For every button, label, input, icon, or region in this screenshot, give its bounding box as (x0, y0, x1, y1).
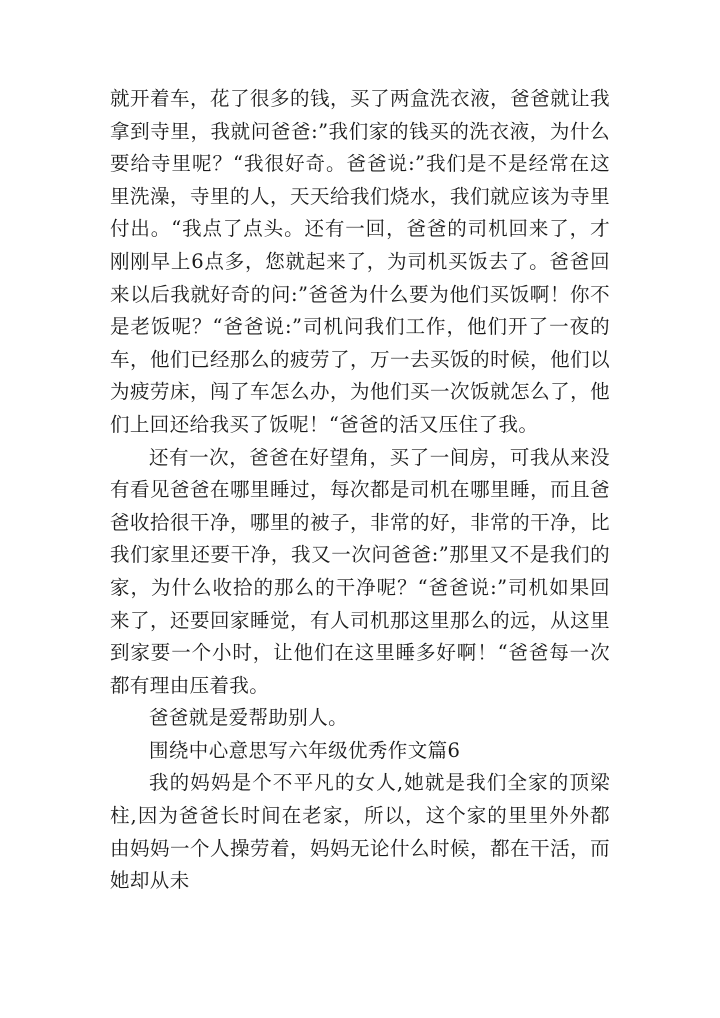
paragraph-2: 还有一次，爸爸在好望角，买了一间房，可我从来没有看见爸爸在哪里睡过，每次都是司机在哪里睡，而且爸爸收拾很干净，哪里的被子，非常的好，非常的干净，比我们家里还要干净，我又一次问爸爸:”那里又不是我们的家，为什么收拾的那么的干净呢？“爸爸说:”司机如果回来了，还要回家睡觉，有人司机那这里那么的远，从这里到家要一个小时，让他们在这里睡多好啊！“爸爸每一次都有理由压着我。 (110, 445, 610, 697)
document-body (110, 83, 610, 898)
paragraph-3: 爸爸就是爱帮助别人。 (149, 706, 349, 730)
paragraph-1: 就开着车，花了很多的钱，买了两盒洗衣液，爸爸就让我拿到寺里，我就问爸爸:”我们家的钱买的洗衣液，为什么要给寺里呢？“我很好奇。爸爸说:”我们是不是经常在这里洗澡，寺里的人，天天给我们烧水，我们就应该为寺里付出。“我点了点头。还有一回，爸爸的司机回来了，才刚刚早上6点多，您就起来了，为司机买饭去了。爸爸回来以后我就好奇的问:”爸爸为什么要为他们买饭啊！你不是老饭呢？“爸爸说:”司机问我们工作，他们开了一夜的车，他们已经那么的疲劳了，万一去买饭的时候，他们以为疲劳床，闯了车怎么办，为他们买一次饭就怎么了，他们上回还给我买了饭呢！“爸爸的活又压住了我。 (110, 87, 610, 436)
section-heading: 围绕中心意思写六年级优秀作文篇6 (149, 738, 461, 762)
paragraph-4: 我的妈妈是个不平凡的女人,她就是我们全家的顶梁柱,因为爸爸长时间在老家，所以，这个家的里里外外都由妈妈一个人操劳着，妈妈无论什么时候，都在干活，而她却从未 (110, 771, 610, 893)
